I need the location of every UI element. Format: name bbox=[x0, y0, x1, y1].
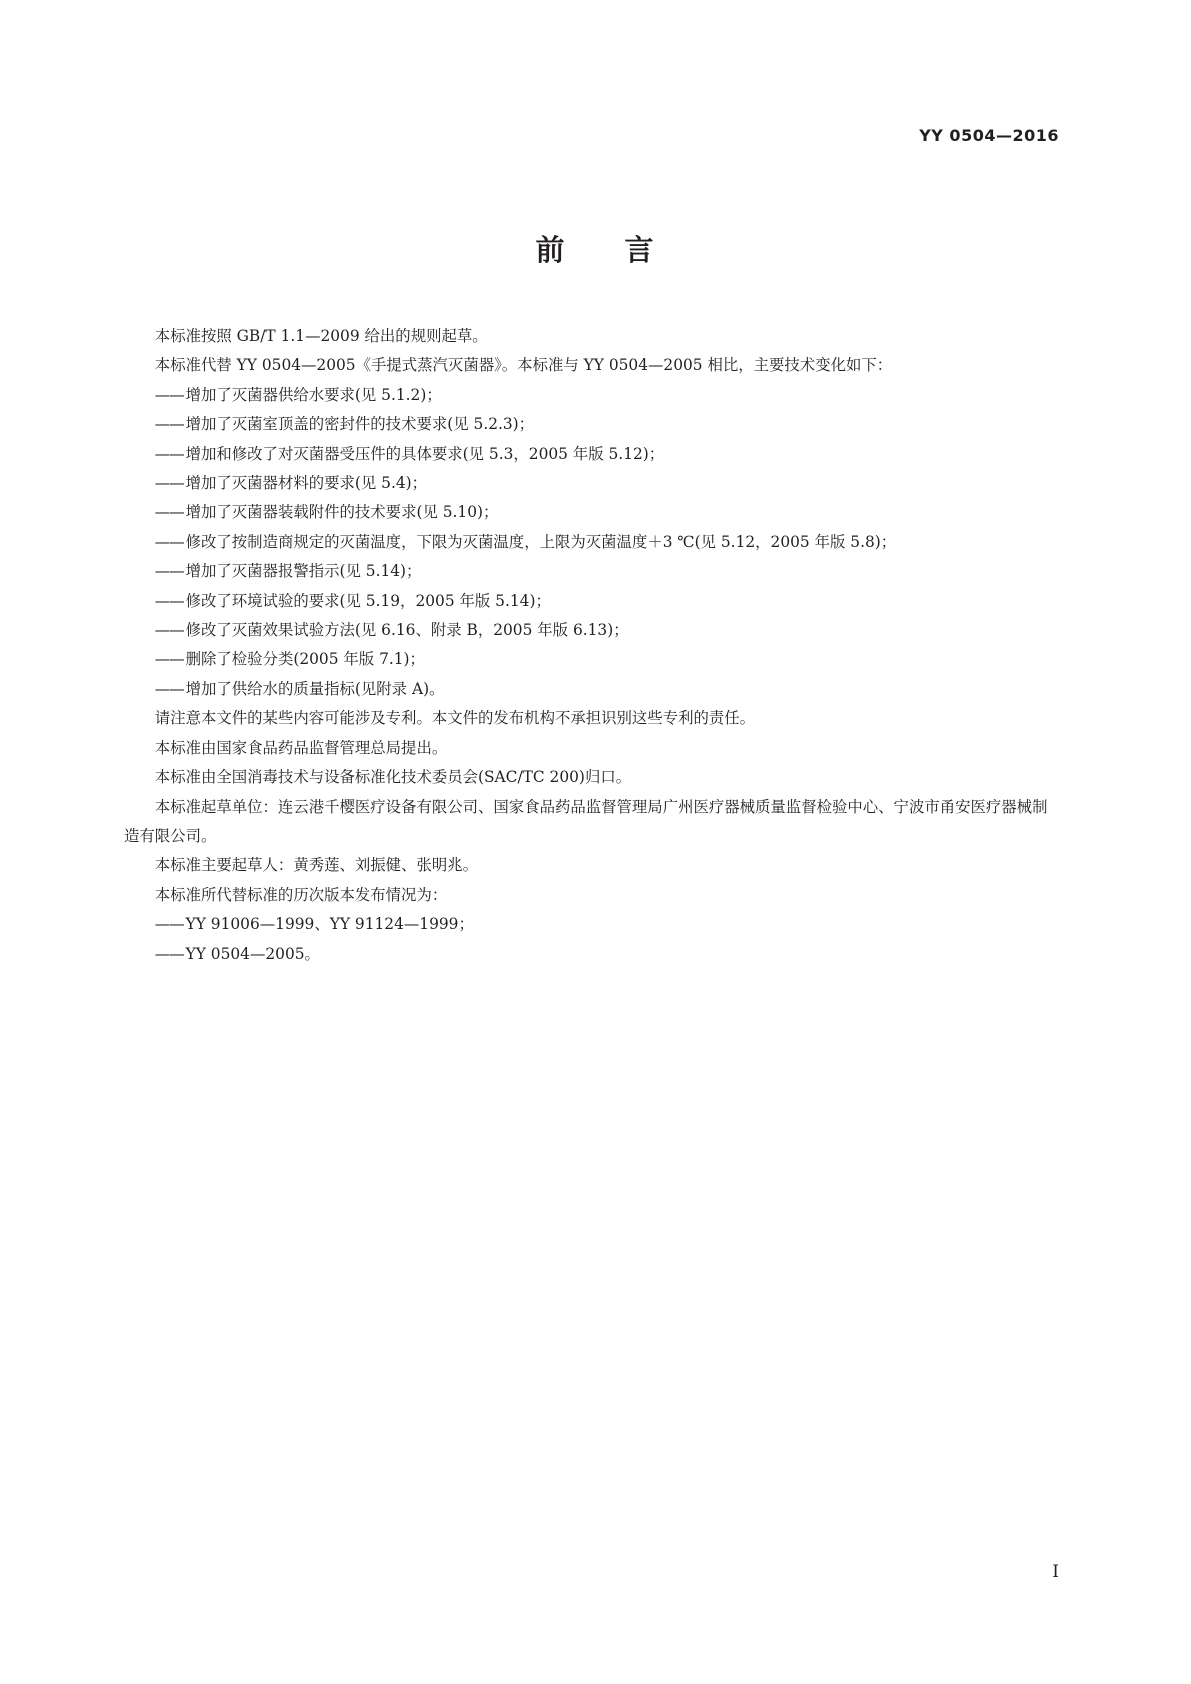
change-item: —— 增加了灭菌室顶盖的密封件的技术要求(见 5.2.3)； bbox=[155, 410, 1059, 439]
patent-notice: 请注意本文件的某些内容可能涉及专利。本文件的发布机构不承担识别这些专利的责任。 bbox=[154, 709, 756, 728]
foreword-body bbox=[124, 322, 1059, 969]
standard-code: YY 0504—2016 bbox=[919, 126, 1059, 145]
change-item: —— 增加了灭菌器装载附件的技术要求(见 5.10)； bbox=[155, 498, 1059, 527]
page-number: I bbox=[1052, 1562, 1059, 1582]
history-item: —— YY 91006—1999、YY 91124—1999； bbox=[155, 910, 1059, 939]
change-item: —— 增加了灭菌器材料的要求(见 5.4)； bbox=[155, 469, 1059, 498]
history-item: —— YY 0504—2005。 bbox=[155, 940, 1059, 969]
change-item: —— 修改了按制造商规定的灭菌温度，下限为灭菌温度，上限为灭菌温度＋3 ℃(见 5.12，2005 年版 5.8)； bbox=[155, 528, 1059, 557]
drafting-rules-paragraph: 本标准按照 GB/T 1.1—2009 给出的规则起草。 bbox=[154, 327, 488, 345]
proposed-by: 本标准由国家食品药品监督管理总局提出。 bbox=[154, 738, 448, 757]
change-item: —— 删除了检验分类(2005 年版 7.1)； bbox=[155, 645, 1059, 674]
main-drafters: 本标准主要起草人：黄秀莲、刘振健、张明兆。 bbox=[154, 856, 479, 875]
drafting-units: 本标准起草单位：连云港千樱医疗设备有限公司、国家食品药品监督管理局广州医疗器械质量监督检验中心、宁波市甬安医疗器械制造有限公司。 bbox=[124, 797, 1048, 845]
history-intro: 本标准所代替标准的历次版本发布情况为： bbox=[154, 885, 448, 904]
title-part-2: 言 bbox=[624, 233, 656, 267]
change-item: —— 修改了环境试验的要求(见 5.19，2005 年版 5.14)； bbox=[155, 587, 1059, 616]
replacement-paragraph: 本标准代替 YY 0504—2005《手提式蒸汽灭菌器》。本标准与 YY 0504—2005 相比，主要技术变化如下： bbox=[154, 356, 893, 375]
change-item: —— 增加了灭菌器供给水要求(见 5.1.2)； bbox=[155, 381, 1059, 410]
page-title bbox=[0, 228, 1191, 269]
centralized-by: 本标准由全国消毒技术与设备标准化技术委员会(SAC/TC 200)归口。 bbox=[154, 768, 632, 787]
title-part-1: 前 bbox=[535, 233, 567, 267]
change-item: —— 增加了灭菌器报警指示(见 5.14)； bbox=[155, 557, 1059, 586]
change-item: —— 增加和修改了对灭菌器受压件的具体要求(见 5.3，2005 年版 5.12)； bbox=[155, 440, 1059, 469]
change-item: —— 增加了供给水的质量指标(见附录 A)。 bbox=[155, 675, 1059, 704]
change-item: —— 修改了灭菌效果试验方法(见 6.16、附录 B，2005 年版 6.13)； bbox=[155, 616, 1059, 645]
